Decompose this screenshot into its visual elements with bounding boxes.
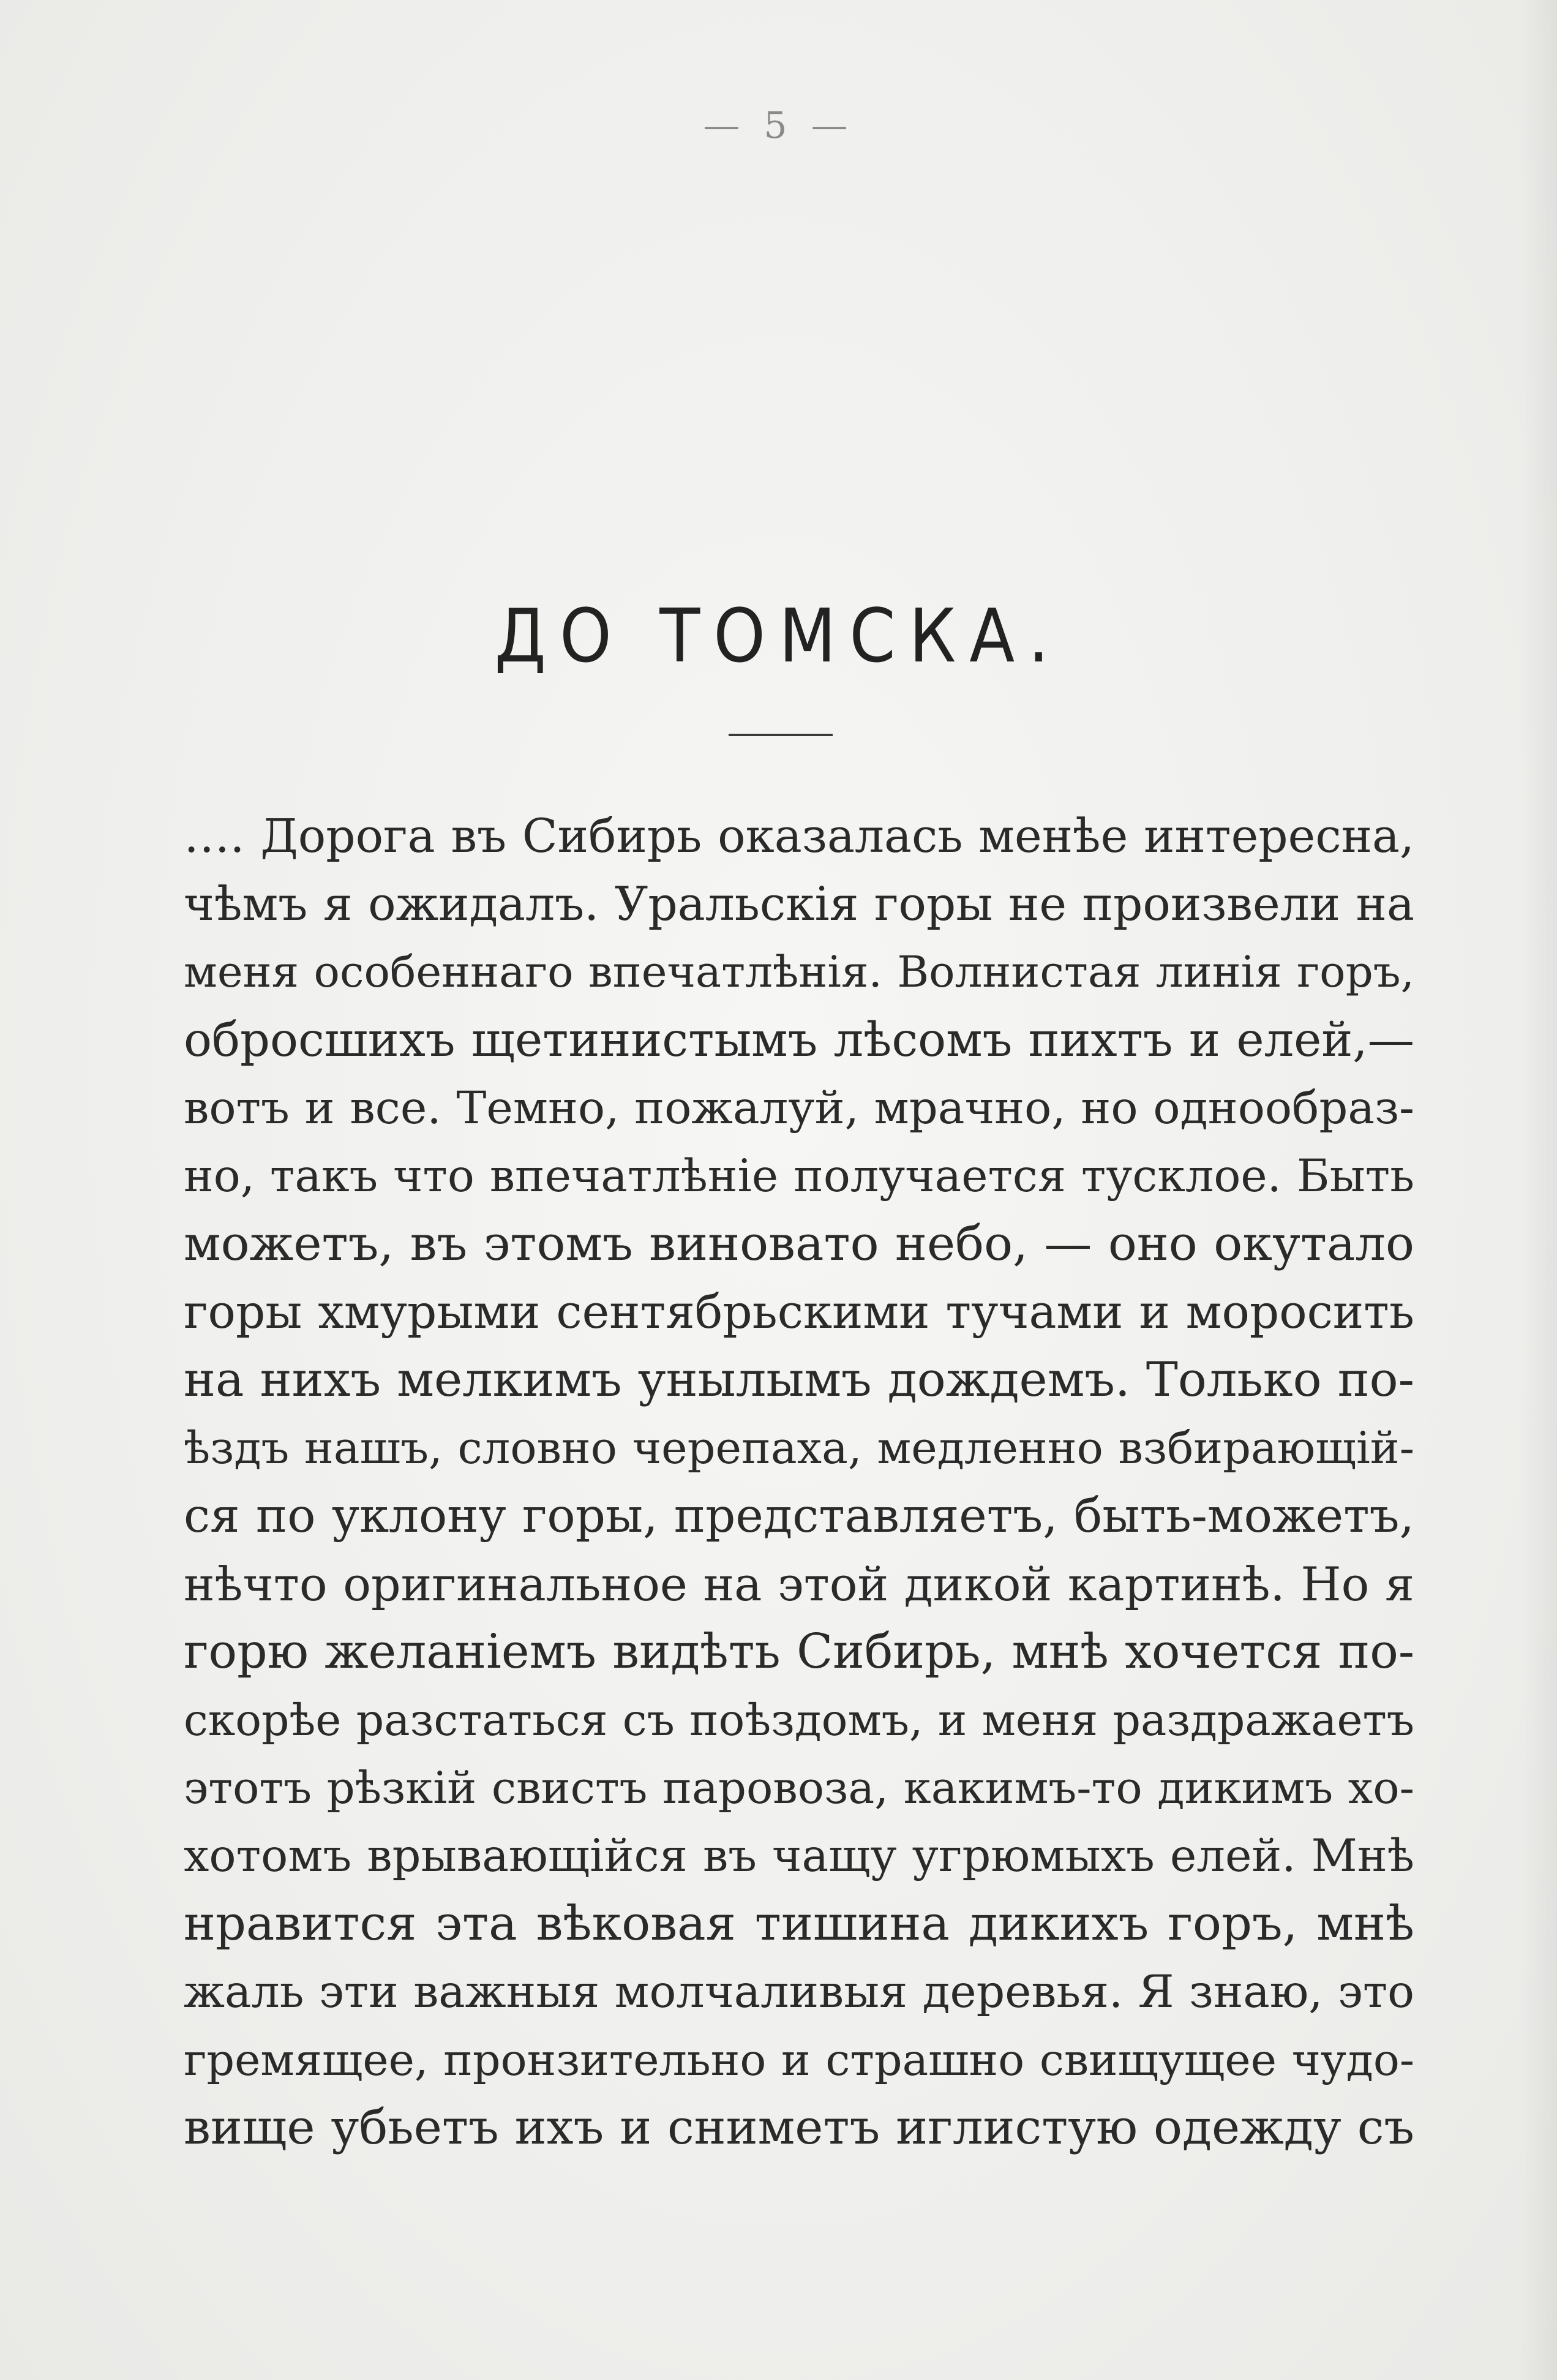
text-line: …. Дорога въ Сибирь оказалась менѣе интересна, bbox=[184, 809, 1414, 863]
text-line: можетъ, въ этомъ виновато небо, — оно окутало bbox=[184, 1216, 1414, 1271]
text-line: нравится эта вѣковая тишина дикихъ горъ, мнѣ bbox=[184, 1896, 1414, 1951]
chapter-title: ДО ТОМСКА. bbox=[494, 594, 1063, 679]
text-line: вотъ и все. Темно, пожалуй, мрачно, но однообраз- bbox=[184, 1082, 1414, 1134]
text-line: горы хмурыми сентябрьскими тучами и моросить bbox=[184, 1285, 1414, 1339]
text-line: ся по уклону горы, представляетъ, быть-можетъ, bbox=[184, 1489, 1414, 1543]
body-text bbox=[184, 802, 1414, 2162]
text-line: обросшихъ щетинистымъ лѣсомъ пихтъ и елей,— bbox=[184, 1013, 1414, 1068]
text-line: скорѣе разстаться съ поѣздомъ, и меня раздражаетъ bbox=[184, 1695, 1414, 1745]
text-line: этотъ рѣзкій свистъ паровоза, какимъ-то дикимъ хо- bbox=[184, 1762, 1414, 1813]
text-line: жаль эти важныя молчаливыя деревья. Я знаю, это bbox=[184, 1966, 1414, 2018]
text-line: нѣчто оригинальное на этой дикой картинѣ. Но я bbox=[184, 1557, 1414, 1611]
page-edge-shadow bbox=[1520, 0, 1557, 2380]
text-line: горю желаніемъ видѣть Сибирь, мнѣ хочется по- bbox=[184, 1624, 1414, 1679]
text-line: чѣмъ я ожидалъ. Уральскія горы не произвели на bbox=[184, 877, 1414, 931]
text-line: хотомъ врывающійся въ чащу угрюмыхъ елей. Мнѣ bbox=[184, 1830, 1414, 1882]
text-line: на нихъ мелкимъ унылымъ дождемъ. Только по- bbox=[184, 1352, 1414, 1407]
text-line: но, такъ что впечатлѣніе получается тусклое. Быть bbox=[184, 1150, 1414, 1202]
text-line: вище убьетъ ихъ и сниметъ иглистую одежду съ bbox=[184, 2100, 1414, 2155]
title-underline bbox=[729, 734, 833, 736]
text-line: ѣздъ нашъ, словно черепаха, медленно взбирающій- bbox=[184, 1422, 1414, 1474]
text-line: гремящее, пронзительно и страшно свищущее чудо- bbox=[184, 2035, 1414, 2085]
page-number: — 5 — bbox=[703, 104, 854, 147]
text-line: меня особеннаго впечатлѣнія. Волнистая линія горъ, bbox=[184, 947, 1414, 997]
